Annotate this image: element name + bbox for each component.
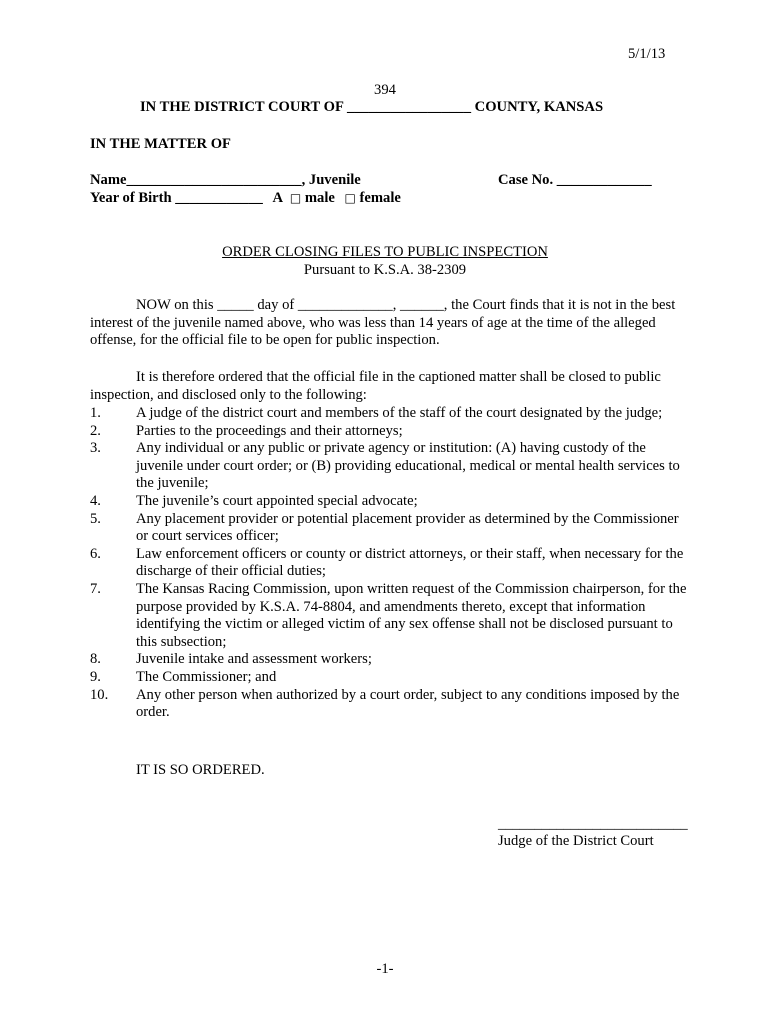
- signature-line: __________________________: [498, 816, 688, 832]
- list-item: 3. Any individual or any public or private agency or institution: (A) having custody of the juvenile under court order; or (B) providing educational, medical or mental health services to the juvenile;: [90, 440, 680, 492]
- female-checkbox[interactable]: □: [344, 191, 356, 205]
- list-item: 6. Law enforcement officers or county or district attorneys, or their staff, when necessary for the discharge of their official duties;: [90, 545, 684, 580]
- sex-prefix: A: [272, 190, 283, 206]
- female-label: female: [359, 190, 401, 206]
- year-of-birth-row: [90, 190, 401, 208]
- page-number: -1-: [376, 961, 394, 977]
- list-item: 8. Juvenile intake and assessment workers;: [90, 651, 372, 668]
- list-item: 10. Any other person when authorized by a court order, subject to any conditions imposed by the order.: [90, 686, 680, 721]
- findings-paragraph: NOW on this _____ day of _____________, ______, the Court finds that it is not in the best interest of the juvenile named above, who was less than 14 years of age at the time of the alleged offense, for the official file to be open for public inspection.: [90, 297, 676, 349]
- case-number-line: Case No. _____________: [498, 172, 652, 188]
- year-of-birth-line: Year of Birth ____________: [90, 190, 263, 206]
- list-item: 4. The juvenile’s court appointed special advocate;: [90, 492, 418, 509]
- order-title: ORDER CLOSING FILES TO PUBLIC INSPECTION: [222, 244, 548, 260]
- order-paragraph: It is therefore ordered that the official file in the captioned matter shall be closed to public inspection, and disclosed only to the following:: [90, 369, 661, 403]
- matter-heading: IN THE MATTER OF: [90, 136, 231, 152]
- list-item: 9. The Commissioner; and: [90, 668, 277, 685]
- list-item: 1. A judge of the district court and members of the staff of the court designated by the judge;: [90, 405, 663, 421]
- form-number: 394: [374, 82, 396, 98]
- male-label: male: [304, 190, 335, 206]
- male-checkbox[interactable]: □: [289, 191, 302, 205]
- form-date: 5/1/13: [628, 46, 666, 62]
- so-ordered: IT IS SO ORDERED.: [136, 762, 265, 778]
- list-item: 7. The Kansas Racing Commission, upon written request of the Commission chairperson, for the purpose provided by K.S.A. 74-8804, and amendments thereto, except that information identifying the victim or alleged victim of any sex offense shall not be disclosed pursuant to this subsection;: [90, 580, 687, 650]
- disclosure-list: [90, 405, 690, 722]
- juvenile-name-line: Name________________________, Juvenile: [90, 172, 361, 188]
- court-heading: IN THE DISTRICT COURT OF _________________ COUNTY, KANSAS: [140, 99, 604, 115]
- list-item: 5. Any placement provider or potential placement provider as determined by the Commissioner or court services officer;: [90, 510, 679, 545]
- signature-label: Judge of the District Court: [498, 833, 654, 849]
- order-subtitle: Pursuant to K.S.A. 38-2309: [303, 262, 467, 278]
- list-item: 2. Parties to the proceedings and their attorneys;: [90, 422, 403, 439]
